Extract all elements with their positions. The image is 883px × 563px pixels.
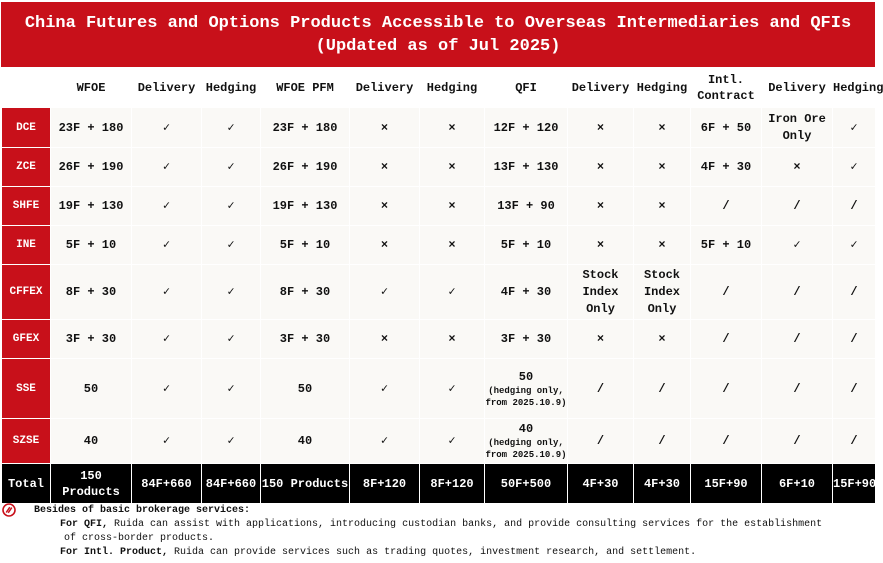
table-cell: 26F + 190 [261,148,350,187]
total-cell: 50F+500 [485,464,568,504]
exchange-label: GFEX [2,320,51,359]
check-icon: ✓ [132,265,202,320]
footnote-intl-text: Ruida can provide services such as trading quotes, investment research, and settlement. [168,547,697,558]
table-row [2,187,876,226]
table-row [2,108,876,148]
check-icon: ✓ [350,419,420,464]
table-row [2,265,876,320]
not-applicable-mark: / [691,320,762,359]
footnote-qfi [60,518,822,532]
total-cell: 6F+10 [762,464,833,504]
table-cell: Stock Index Only [568,265,634,320]
table-cell: 19F + 130 [51,187,132,226]
cross-icon: × [568,226,634,265]
total-cell: 84F+660 [202,464,261,504]
table-cell: 50 [261,359,350,419]
check-icon: ✓ [132,359,202,419]
check-icon: ✓ [202,265,261,320]
check-icon: ✓ [132,148,202,187]
page-subtitle: (Updated as of Jul 2025) [315,36,561,56]
cross-icon: × [568,108,634,148]
table-row [2,359,876,419]
exchange-label: ZCE [2,148,51,187]
table-cell: 8F + 30 [51,265,132,320]
footnote-intl-label: For Intl. Product, [60,547,169,558]
cross-icon: × [420,108,485,148]
header-row [2,69,876,108]
exchange-label: SZSE [2,419,51,464]
check-icon: ✓ [202,359,261,419]
check-icon: ✓ [833,148,876,187]
column-header: Delivery [350,69,420,108]
total-label: Total [2,464,51,504]
table-cell: 8F + 30 [261,265,350,320]
table-row [2,419,876,464]
footnote-qfi-cont: of cross-border products. [64,533,215,544]
not-applicable-mark: / [762,320,833,359]
check-icon: ✓ [132,419,202,464]
column-header: Hedging [833,69,876,108]
cell-note: (hedging only, from 2025.10.9) [485,385,567,408]
table-cell: 4F + 30 [691,148,762,187]
not-applicable-mark: / [691,419,762,464]
not-applicable-mark: / [833,359,876,419]
total-cell: 8F+120 [350,464,420,504]
header-corner [2,69,51,108]
not-applicable-mark: / [762,187,833,226]
not-applicable-mark: / [691,359,762,419]
column-header: Delivery [132,69,202,108]
footnote-qfi-text: Ruida can assist with applications, introducing custodian banks, and provide consulting services for the establishment [108,519,823,530]
not-applicable-mark: / [691,265,762,320]
table-cell: 4F + 30 [485,265,568,320]
exchange-label: SHFE [2,187,51,226]
table-cell: Iron Ore Only [762,108,833,148]
table-cell: 5F + 10 [261,226,350,265]
check-icon: ✓ [202,419,261,464]
column-header: WFOE PFM [261,69,350,108]
not-applicable-mark: / [568,359,634,419]
table-cell: 26F + 190 [51,148,132,187]
cross-icon: × [634,148,691,187]
table-cell: 3F + 30 [261,320,350,359]
not-applicable-mark: / [833,187,876,226]
check-icon: ✓ [833,226,876,265]
cell-value: 40 [518,422,534,436]
cross-icon: × [634,187,691,226]
column-header: Intl. Contract [691,69,762,108]
exchange-label: SSE [2,359,51,419]
page-title: China Futures and Options Products Accessible to Overseas Intermediaries and QFIs [24,13,852,33]
table-row [2,320,876,359]
cross-icon: × [568,320,634,359]
cross-icon: × [350,108,420,148]
table-cell: 13F + 130 [485,148,568,187]
column-header: Hedging [634,69,691,108]
cross-icon: × [350,187,420,226]
exchange-label: INE [2,226,51,265]
check-icon: ✓ [132,108,202,148]
footnote-intl [60,546,696,560]
check-icon: ✓ [420,359,485,419]
products-table [1,68,883,504]
total-cell: 150 Products [261,464,350,504]
not-applicable-mark: / [634,419,691,464]
table-cell: Stock Index Only [634,265,691,320]
table-cell: 13F + 90 [485,187,568,226]
not-applicable-mark: / [568,419,634,464]
cell-value: 50 [518,369,534,384]
total-cell: 8F+120 [420,464,485,504]
check-icon: ✓ [202,226,261,265]
cross-icon: × [634,320,691,359]
check-icon: ✓ [350,359,420,419]
table-cell: 3F + 30 [485,320,568,359]
not-applicable-mark: / [762,359,833,419]
check-icon: ✓ [132,320,202,359]
check-icon: ✓ [350,265,420,320]
table-cell: 23F + 180 [261,108,350,148]
cross-icon: × [420,148,485,187]
total-cell: 84F+660 [132,464,202,504]
table-cell: 5F + 10 [691,226,762,265]
table-cell [485,419,568,464]
total-cell: 150 Products [51,464,132,504]
column-header: Hedging [420,69,485,108]
check-icon: ✓ [132,226,202,265]
check-icon: ✓ [833,108,876,148]
column-header: Delivery [568,69,634,108]
cross-icon: × [634,108,691,148]
page-title-banner [1,2,875,67]
column-header: WFOE [51,69,132,108]
cross-icon: × [350,226,420,265]
table-cell [485,359,568,419]
table-row [2,226,876,265]
cross-icon: × [350,148,420,187]
check-icon: ✓ [420,265,485,320]
table-row [2,148,876,187]
table-cell: 40 [261,419,350,464]
check-icon: ✓ [202,187,261,226]
cross-icon: × [420,187,485,226]
exchange-label: DCE [2,108,51,148]
footnote-qfi-label: For QFI, [60,519,109,530]
column-header: Hedging [202,69,261,108]
cross-icon: × [762,148,833,187]
table-cell: 3F + 30 [51,320,132,359]
total-row [2,464,876,504]
check-icon: ✓ [202,148,261,187]
table-cell: 6F + 50 [691,108,762,148]
cross-icon: × [420,320,485,359]
table-cell: 19F + 130 [261,187,350,226]
check-icon: ✓ [202,108,261,148]
not-applicable-mark: / [634,359,691,419]
cross-icon: × [634,226,691,265]
not-applicable-mark: / [833,419,876,464]
check-icon: ✓ [132,187,202,226]
footnote-heading: Besides of basic brokerage services: [34,505,251,516]
table-cell: 50 [51,359,132,419]
table-cell: 12F + 120 [485,108,568,148]
cross-icon: × [420,226,485,265]
not-applicable-mark: / [833,265,876,320]
table-cell: 23F + 180 [51,108,132,148]
cross-icon: × [568,148,634,187]
column-header: Delivery [762,69,833,108]
total-cell: 4F+30 [634,464,691,504]
table-cell: 40 [51,419,132,464]
not-applicable-mark: / [762,419,833,464]
not-applicable-mark: / [762,265,833,320]
cross-icon: × [568,187,634,226]
column-header: QFI [485,69,568,108]
ruida-logo-icon [2,503,16,517]
cross-icon: × [350,320,420,359]
table-cell: 5F + 10 [51,226,132,265]
total-cell: 15F+90 [691,464,762,504]
not-applicable-mark: / [833,320,876,359]
table-cell: 5F + 10 [485,226,568,265]
check-icon: ✓ [202,320,261,359]
cell-note: (hedging only, from 2025.10.9) [485,438,567,460]
check-icon: ✓ [762,226,833,265]
not-applicable-mark: / [691,187,762,226]
total-cell: 15F+90 [833,464,876,504]
check-icon: ✓ [420,419,485,464]
exchange-label: CFFEX [2,265,51,320]
total-cell: 4F+30 [568,464,634,504]
